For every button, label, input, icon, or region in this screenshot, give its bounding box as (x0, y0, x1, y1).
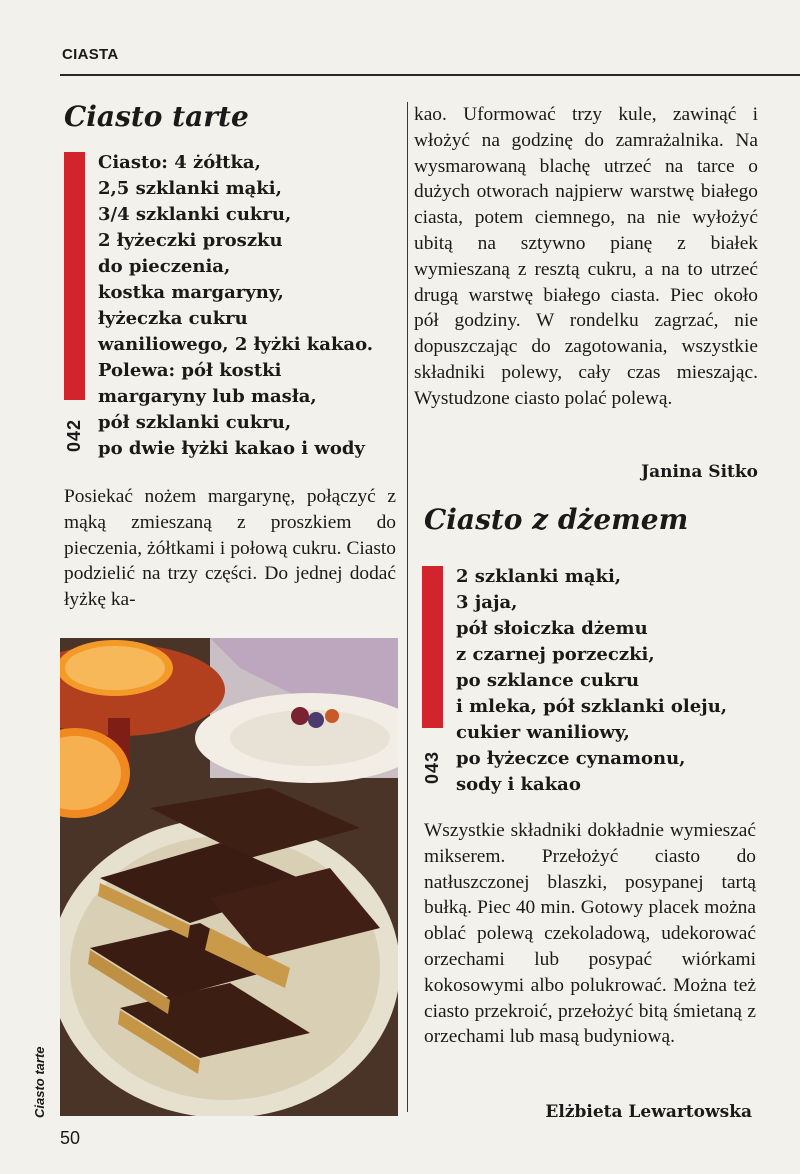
recipe-2-ingredients (456, 564, 727, 798)
ingredient-line: po dwie łyżki kakao i wody (98, 438, 365, 459)
recipe-2-method: Wszystkie składniki dokładnie wymieszać mikserem. Przełożyć ciasto do natłuszczonej blaszki, posypanej tartą bułką. Piec 40 min. Gotowy placek można oblać polewą czekoladową, udekorować orzechami lub posypać wiórkami kokosowymi albo polukrować. Można też ciasto przekroić, przełożyć bitą śmietaną z orzechami lub masą budyniową. (424, 820, 756, 1048)
ingredient-line: 3/4 szklanki cukru, (98, 204, 292, 225)
recipe-1-red-bar (64, 152, 85, 400)
ingredient-line: kostka margaryny, (98, 282, 284, 303)
column-divider (407, 102, 408, 1112)
recipe-2-title: Ciasto z dżemem (424, 503, 689, 536)
ingredient-line: 3 jaja, (456, 592, 518, 613)
ingredient-line: łyżeczka cukru (98, 308, 248, 329)
ingredient-line: cukier waniliowy, (456, 722, 630, 743)
ingredient-line: po łyżeczce cynamonu, (456, 748, 686, 769)
ingredient-line: 2,5 szklanki mąki, (98, 178, 282, 199)
cake-photo (60, 638, 398, 1116)
recipe-2-author: Elżbieta Lewartowska (545, 1102, 752, 1122)
recipe-1-ingredients (98, 150, 373, 462)
page-number: 50 (60, 1128, 81, 1148)
recipe-1-method-part1: Posiekać nożem margarynę, połączyć z mąką zmieszaną z proszkiem do pieczenia, żółtkami i połową cukru. Ciasto podzielić na trzy części. Do jednej dodać łyżkę ka- (64, 486, 396, 611)
ingredient-line: pół słoiczka dżemu (456, 618, 648, 639)
ingredient-line: pół szklanki cukru, (98, 412, 292, 433)
side-caption: Ciasto tarte (32, 1046, 47, 1118)
ingredient-line: waniliowego, 2 łyżki kakao. (98, 334, 374, 355)
ingredient-line: 2 szklanki mąki, (456, 566, 622, 587)
recipe-1-number: 042 (64, 418, 84, 452)
ingredient-line: margaryny lub masła, (98, 386, 317, 407)
ingredient-line: sody i kakao (456, 774, 581, 795)
ingredient-line: 2 łyżeczki proszku (98, 230, 283, 251)
recipe-1-author: Janina Sitko (641, 462, 758, 482)
recipe-2-number: 043 (422, 750, 442, 784)
recipe-2-red-bar (422, 566, 443, 728)
ingredient-line: po szklance cukru (456, 670, 640, 691)
header-rule (60, 74, 800, 76)
ingredient-line: Ciasto: 4 żółtka, (98, 152, 261, 173)
section-header: CIASTA (62, 46, 119, 63)
cake-photo-illustration (60, 638, 398, 1116)
recipe-1-title: Ciasto tarte (64, 100, 249, 133)
ingredient-line: Polewa: pół kostki (98, 360, 282, 381)
ingredient-line: do pieczenia, (98, 256, 231, 277)
ingredient-line: i mleka, pół szklanki oleju, (456, 696, 728, 717)
ingredient-line: z czarnej porzeczki, (456, 644, 655, 665)
recipe-1-method-part2: kao. Uformować trzy kule, zawinąć i włożyć na godzinę do zamrażalnika. Na wysmarowaną blachę utrzeć na tarce o dużych otworach najpierw warstwę białego ciasta, potem ciemnego, na nie wyłożyć ubitą na sztywno pianę z białek wymieszaną z resztą cukru, a na to utrzeć drugą warstwę białego ciasta. Piec około pół godziny. W rondelku zagrzać, nie dopuszczając do zagotowania, wszystkie składniki polewy, cały czas mieszając. Wystudzone ciasto polać polewą. (414, 104, 758, 409)
